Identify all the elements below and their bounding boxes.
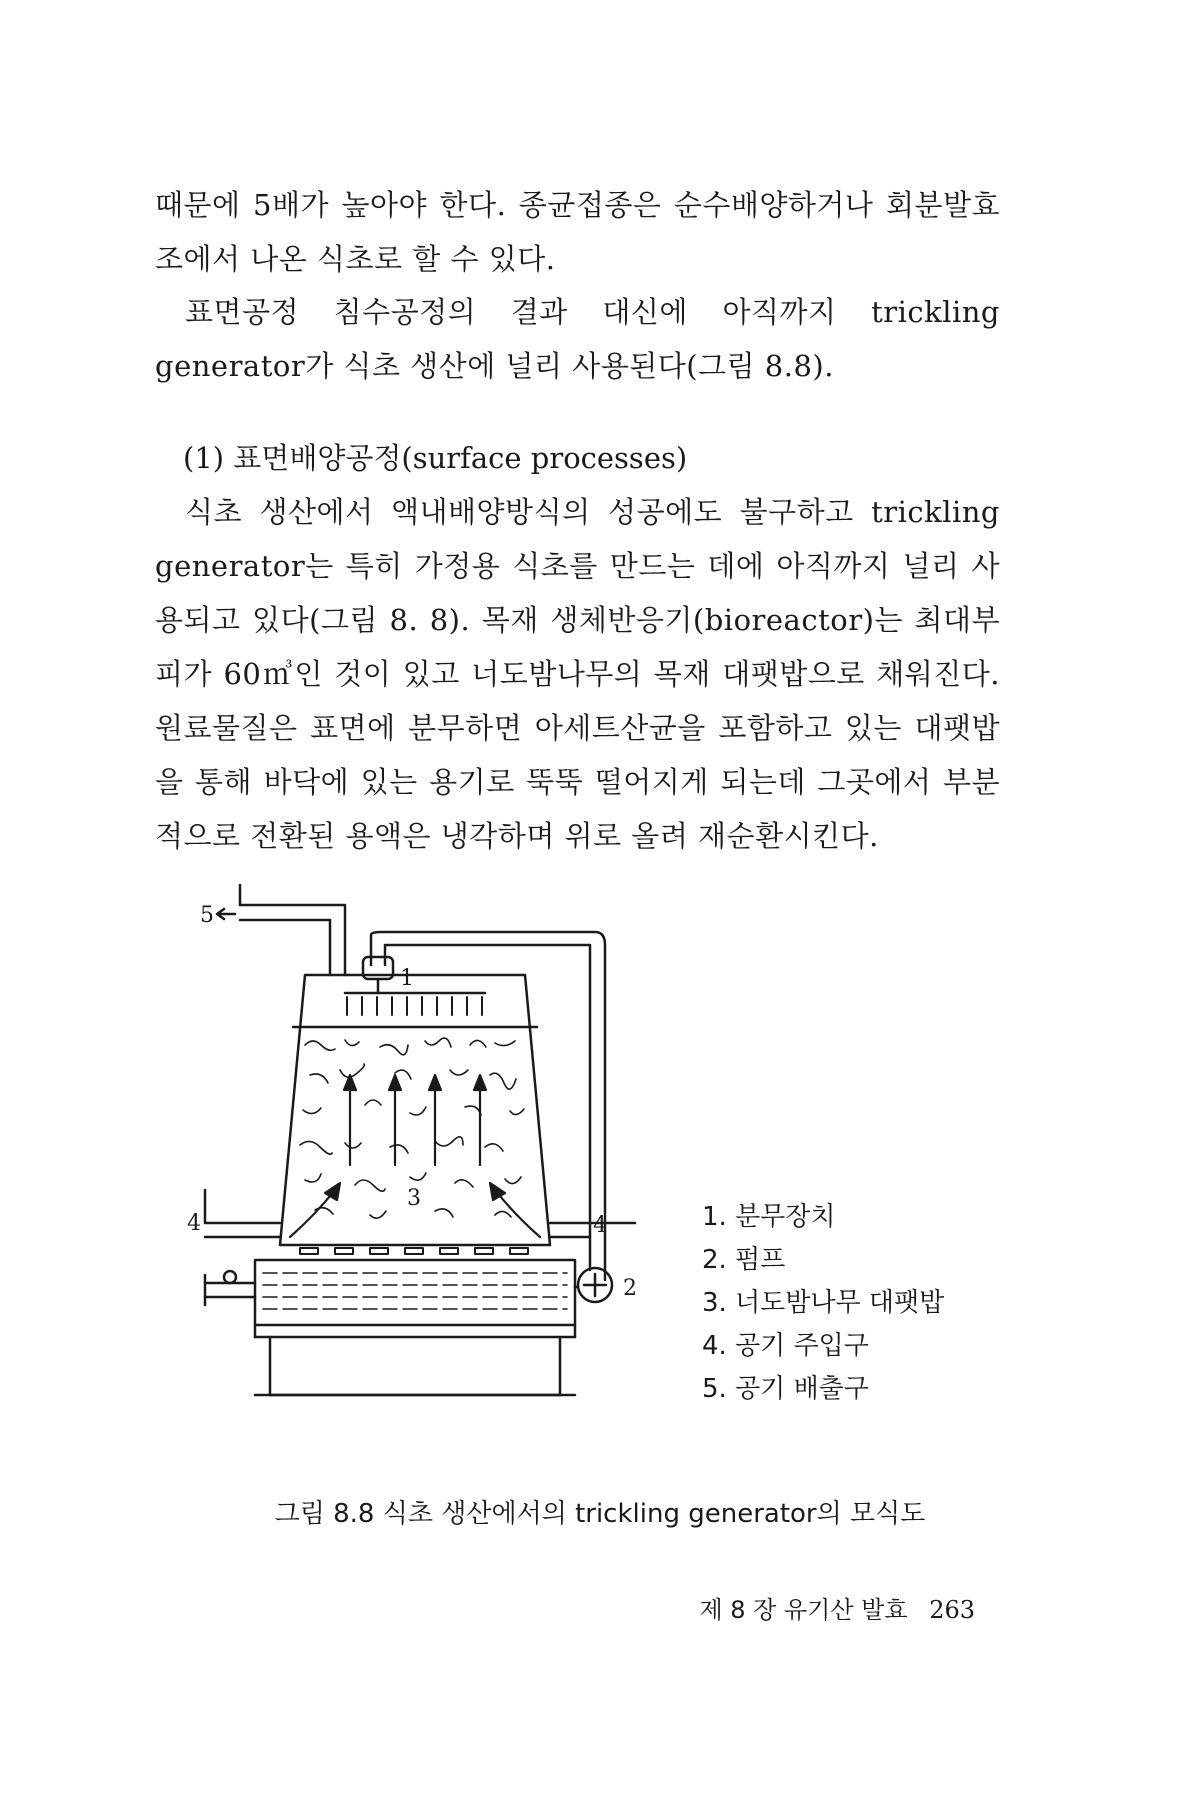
legend-item: 2. 펌프 bbox=[702, 1245, 786, 1275]
page-footer bbox=[699, 1590, 975, 1625]
air-outlet-pipe bbox=[217, 885, 345, 975]
section-heading: (1) 표면배양공정(surface processes) bbox=[183, 441, 688, 475]
pump bbox=[578, 1268, 612, 1302]
paragraph-2: 표면공정 침수공정의 결과 대신에 아직까지 trickling generator가 식초 생산에 널리 사용된다(그림 8.8). bbox=[155, 295, 1000, 383]
label-sprayer: 1 bbox=[400, 966, 414, 991]
label-shavings: 3 bbox=[407, 1186, 421, 1211]
chapter-title: 제 8 장 유기산 발효 bbox=[699, 1596, 908, 1624]
label-air-inlet-left: 4 bbox=[187, 1211, 201, 1236]
spray-droplets bbox=[347, 997, 482, 1015]
legend-item: 1. 분무장치 bbox=[702, 1202, 836, 1232]
paragraph-1: 때문에 5배가 높아야 한다. 종균접종은 순수배양하거나 회분발효조에서 나온 식초로 할 수 있다. bbox=[155, 188, 1000, 276]
legend-item: 4. 공기 주입구 bbox=[702, 1331, 869, 1361]
paragraph-3: 식초 생산에서 액내배양방식의 성공에도 불구하고 trickling generator는 특히 가정용 식초를 만드는 데에 아직까지 널리 사용되고 있다(그림 8. 8). 목재 생체반응기(bioreactor)는 최대부피가 60㎥인 것이 있고 너도밤나무의 목재 대팻밥으로 채워진다. 원료물질은 표면에 분무하면 아세트산균을 포함하고 있는 대팻밥을 통해 바닥에 있는 용기로 뚝뚝 떨어지게 되는데 그곳에서 부분적으로 전환된 용액은 냉각하며 위로 올려 재순환시킨다. bbox=[155, 495, 1000, 853]
figure-caption: 그림 8.8 식초 생산에서의 trickling generator의 모식도 bbox=[274, 1499, 926, 1529]
legend-item: 5. 공기 배출구 bbox=[702, 1374, 869, 1404]
label-air-inlet-right: 4 bbox=[593, 1213, 607, 1238]
legend-item: 3. 너도밤나무 대팻밥 bbox=[702, 1288, 945, 1318]
stand bbox=[255, 1325, 575, 1395]
air-flow-arrows bbox=[290, 1075, 540, 1237]
label-air-outlet: 5 bbox=[200, 903, 214, 928]
page-number: 263 bbox=[929, 1596, 975, 1624]
label-pump: 2 bbox=[623, 1276, 637, 1301]
collection-vessel bbox=[205, 1260, 578, 1325]
figure-legend bbox=[702, 1196, 944, 1411]
trickling-generator-diagram bbox=[187, 875, 665, 1420]
support-grate bbox=[280, 1245, 550, 1254]
